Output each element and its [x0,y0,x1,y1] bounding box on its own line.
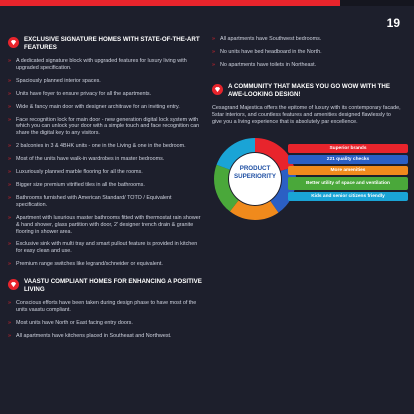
diamond-icon [212,84,223,95]
signature-features-list [8,58,204,268]
product-superiority-diagram [212,136,412,226]
vaastu-list [8,300,204,340]
list-item: » No apartments have toilets in Northeast. [212,62,402,69]
list-item: » Premium range switches like legrand/schneider or equivalent. [8,261,204,268]
list-item: » Spaciously planned interior spaces. [8,78,204,85]
page-number: 19 [386,16,400,30]
vaastu-list-continued [212,36,402,69]
section-title: A COMMUNITY THAT MAKES YOU GO WOW WITH THE AWE-LOOKING DESIGN! [228,82,391,98]
superiority-bar: Superior brands [288,144,408,153]
left-column [8,36,204,346]
section-title: VAASTU COMPLIANT HOMES FOR ENHANCING A POSITIVE LIVING [24,278,202,294]
list-item: » Units have foyer to ensure privacy for all the apartments. [8,91,204,98]
section-heading-community [212,83,402,99]
list-item: » Exclusive sink with multi tray and smart pullout feature is provided in kitchen for easy clean and use. [8,241,204,255]
list-item: » 2 balconies in 3 & 4BHK units - one in the Living & one in the bedroom. [8,143,204,150]
list-item: » No units have bed headboard in the North. [212,49,402,56]
community-paragraph: Cesagrand Majestica offers the epitome of luxury with its contemporary facade, 5star interiors, and countless features and amenities designed flawlessly to give you a living experience that is absolutely par excellence. [212,104,401,125]
diamond-icon [8,279,19,290]
accent-stripe [0,0,340,6]
diagram-center-label: PRODUCT SUPERIORITY [234,164,276,180]
right-column [212,36,402,226]
list-item: » Conscious efforts have been taken during design phase to have most of the units vaastu compliant. [8,300,204,314]
list-item: » Most units have North or East facing entry doors. [8,320,204,327]
list-item: » Most of the units have walk-in wardrobes in master bedrooms. [8,156,204,163]
superiority-bar: 221 quality checks [288,155,408,164]
superiority-bar: Kids and senior citizens friendly [288,192,408,201]
list-item: » All apartments have kitchens placed in Southeast and Northwest. [8,333,204,340]
list-item: » All apartments have Southwest bedrooms. [212,36,402,43]
section-title: EXCLUSIVE SIGNATURE HOMES WITH STATE-OF-THE-ART FEATURES [24,36,200,51]
list-item: » A dedicated signature block with upgraded features for luxury living with upgraded specification. [8,58,204,72]
section-heading-vaastu [8,278,204,294]
section-heading-signature [8,36,204,52]
diamond-icon [8,37,19,48]
list-item: » Wide & fancy main door with designer architrave for an inviting entry. [8,104,204,111]
list-item: » Face recognition lock for main door - new generation digital lock system with which you can unlock your door with a simple touch and face recognition can share the digital key to any visitors. [8,117,204,138]
list-item: » Luxuriously planned marble flooring for all the rooms. [8,169,204,176]
list-item: » Apartment with luxurious master bathrooms fitted with thermostat rain shower & hand shower, glass partition with door, 2' designer trench drain & granite flooring in shower area. [8,215,204,236]
superiority-bars [288,144,408,203]
superiority-bar: Better utility of space and ventilation [288,177,408,190]
list-item: » Bigger size premium vitrified tiles in all the bathrooms. [8,182,204,189]
superiority-bar: More amenities [288,166,408,175]
list-item: » Bathrooms furnished with American Standard/ TOTO / Equivalent specification. [8,195,204,209]
